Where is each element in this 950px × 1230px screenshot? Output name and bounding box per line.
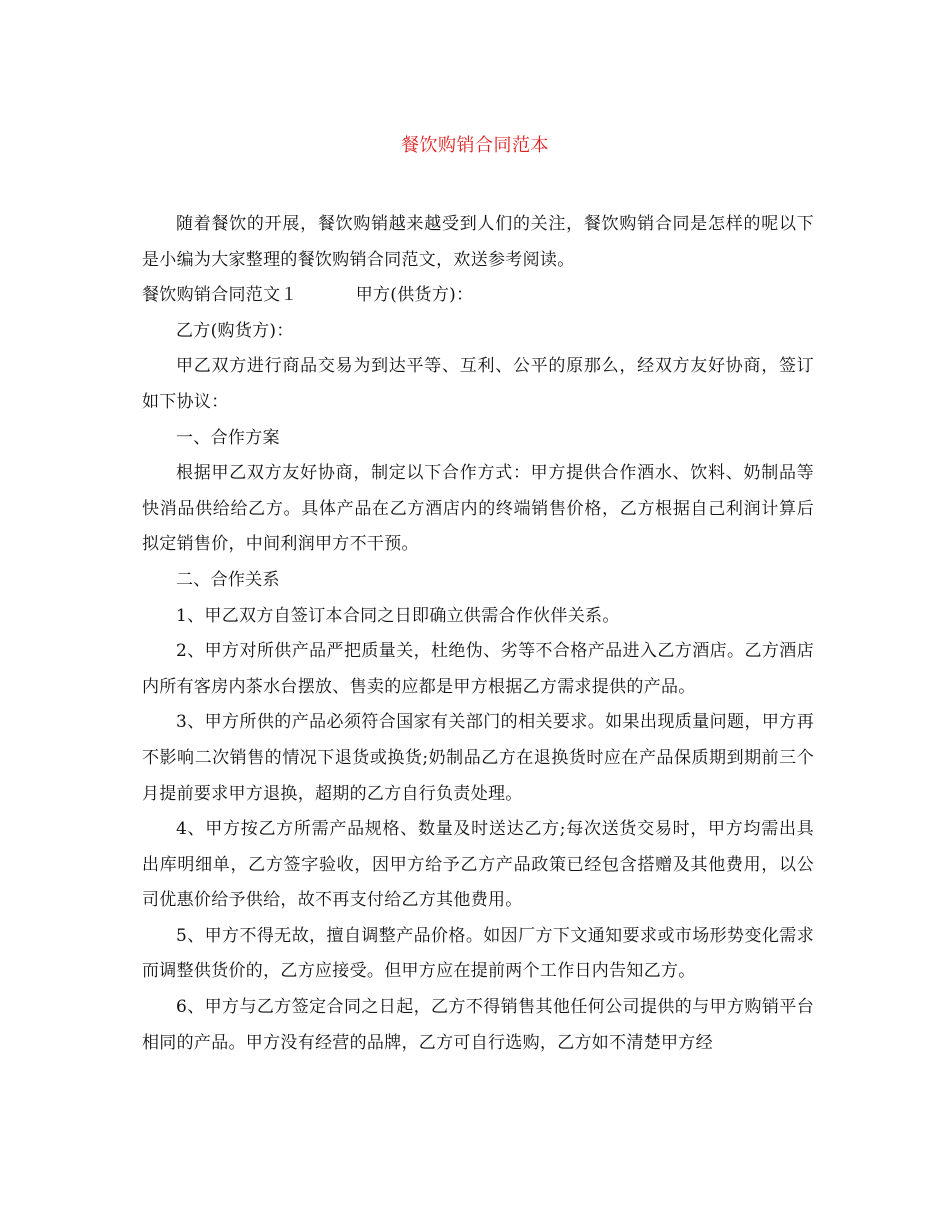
clause-3: 3、甲方所供的产品必须符合国家有关部门的相关要求。如果出现质量问题，甲方再不影响二次销售的情况下退货或换货;奶制品乙方在退换货时应在产品保质期到期前三个月提前要求甲方退换，超期的乙方自行负责处理。 bbox=[142, 712, 814, 804]
intro-paragraph: 随着餐饮的开展，餐饮购销越来越受到人们的关注，餐饮购销合同是怎样的呢以下是小编为大家整理的餐饮购销合同范文，欢送参考阅读。 bbox=[142, 214, 814, 270]
clause-2: 2、甲方对所供产品严把质量关，杜绝伪、劣等不合格产品进入乙方酒店。乙方酒店内所有客房内茶水台摆放、售卖的应都是甲方根据乙方需求提供的产品。 bbox=[142, 641, 814, 697]
sample-heading-line bbox=[142, 278, 814, 314]
party-a-label: 甲方(供货方)： bbox=[355, 285, 474, 306]
document-title: 餐饮购销合同范本 bbox=[401, 135, 549, 156]
sample-heading: 餐饮购销合同范文１ bbox=[142, 285, 298, 306]
section1-title: 一、合作方案 bbox=[176, 427, 280, 448]
section1-paragraph: 根据甲乙双方友好协商，制定以下合作方式：甲方提供合作酒水、饮料、奶制品等快消品供给给乙方。具体产品在乙方酒店内的终端销售价格，乙方根据自己利润计算后拟定销售价，中间利润甲方不干预。 bbox=[142, 463, 814, 555]
clause-5: 5、甲方不得无故，擅自调整产品价格。如因厂方下文通知要求或市场形势变化需求而调整供货价的，乙方应接受。但甲方应在提前两个工作日内告知乙方。 bbox=[142, 925, 814, 982]
document-body bbox=[142, 207, 814, 1061]
party-b-label: 乙方(购货方)： bbox=[176, 320, 294, 341]
clause-4: 4、甲方按乙方所需产品规格、数量及时送达乙方;每次送货交易时，甲方均需出具出库明细单，乙方签字验收，因甲方给予乙方产品政策已经包含搭赠及其他费用，以公司优惠价给予供给，故不再支付给乙方其他费用。 bbox=[142, 819, 814, 911]
section2-title: 二、合作关系 bbox=[176, 569, 280, 590]
preamble-paragraph: 甲乙双方进行商品交易为到达平等、互利、公平的原那么，经双方友好协商，签订如下协议： bbox=[142, 356, 814, 412]
clause-1: 1、甲乙双方自签订本合同之日即确立供需合作伙伴关系。 bbox=[176, 605, 620, 626]
clause-6: 6、甲方与乙方签定合同之日起，乙方不得销售其他任何公司提供的与甲方购销平台相同的产品。甲方没有经营的品牌，乙方可自行选购，乙方如不清楚甲方经 bbox=[142, 997, 814, 1053]
